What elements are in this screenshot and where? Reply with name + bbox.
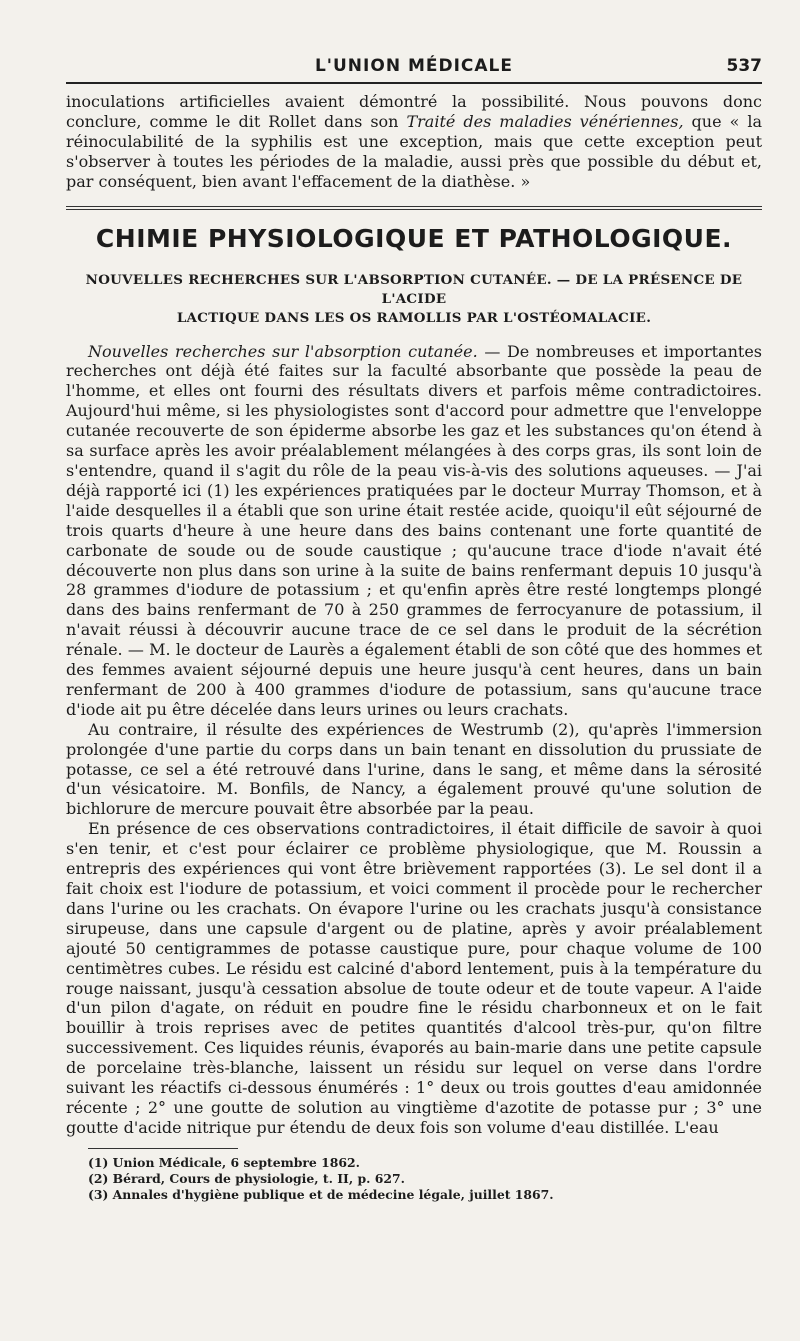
section-rule: [66, 206, 762, 207]
paragraph-3: En présence de ces observations contradictoires, il était difficile de savoir à quoi s'en tenir, et c'est pour éclairer ce problème physiologique, que M. Roussin a entrepris des expériences qui vont être brièvement rapportées (3). Le sel dont il a fait choix est l'iodure de potassium, et voici comment il procède pour le rechercher dans l'urine ou les crachats. On évapore l'urine ou les crachats jusqu'à consistance sirupeuse, dans une capsule d'argent ou de platine, après y avoir préalablement ajouté 50 centigrammes de potasse caustique pure, pour chaque volume de 100 centimètres cubes. Le résidu est calciné d'abord lentement, puis à la température du rouge naissant, jusqu'à cessation absolue de toute odeur et de toute vapeur. A l'aide d'un pilon d'agate, on réduit en poudre fine le résidu charbonneux et on le fait bouillir à trois reprises avec de petites quantités d'alcool très-pur, qu'on filtre successivement. Ces liquides réunis, évaporés au bain-marie dans une petite capsule de porcelaine très-blanche, laissent un résidu sur lequel on verse dans l'ordre suivant les réactifs ci-dessous énumérés : 1° deux ou trois gouttes d'eau amidonnée récente ; 2° une goutte de solution au vingtième d'azotite de potasse pur ; 3° une goutte d'acide nitrique pur étendu de deux fois son volume d'eau distillée. L'eau: [66, 819, 762, 1137]
section-rule: [66, 209, 762, 210]
intro-text-end: que « la réinoculabilité de la syphilis est une exception, mais que cette exception peut s'observer à toutes les périodes de la maladie, aussi près que possible du début et, par conséquent, bien avant l'effacement de la diathèse. »: [66, 111, 763, 191]
paragraph-1-lead: Nouvelles recherches sur l'absorption cutanée.: [88, 341, 478, 361]
paragraph-1: [66, 342, 762, 720]
footnote: (3) Annales d'hygiène publique et de médecine légale, juillet 1867.: [88, 1186, 554, 1202]
paragraph-2: Au contraire, il résulte des expériences de Westrumb (2), qu'après l'immersion prolongée d'une partie du corps dans un bain tenant en dissolution du prussiate de potasse, ce sel a été retrouvé dans l'urine, dans le sang, et même dans la sérosité d'un vésicatoire. M. Bonfils, de Nancy, a également prouvé qu'une solution de bichlorure de mercure pouvait être absorbée par la peau.: [66, 719, 762, 819]
page-header: [66, 48, 762, 82]
running-title: L'UNION MÉDICALE: [314, 56, 514, 76]
intro-italic-title: Traité des maladies vénériennes,: [406, 111, 684, 131]
footnote: (2) Bérard, Cours de physiologie, t. II, p. 627.: [88, 1170, 405, 1186]
header-rule: [66, 82, 762, 84]
footnote: (1) Union Médicale, 6 septembre 1862.: [88, 1154, 360, 1170]
section-title: CHIMIE PHYSIOLOGIQUE ET PATHOLOGIQUE.: [95, 223, 733, 253]
footnote-rule: [88, 1148, 238, 1149]
paragraph-1-text: — De nombreuses et importantes recherches ont déjà été faites sur la faculté absorbante que possède la peau de l'homme, et elles ont fourni des résultats divers et parfois même contradictoires. Aujourd'hui même, si les physiologistes sont d'accord pour admettre que l'enveloppe cutanée recouverte de son épiderme absorbe les gaz et les substances qu'on étend à sa surface après les avoir préalablement mélangées à des corps gras, ils sont loin de s'entendre, quand il s'agit du rôle de la peau vis-à-vis des solutions aqueuses. — J'ai déjà rapporté ici (1) les expériences pratiquées par le docteur Murray Thomson, et à l'aide desquelles il a établi que son urine était restée acide, quoiqu'il eût séjourné de trois quarts d'heure à une heure dans des bains contenant une forte quantité de carbonate de soude ou de soude caustique ; qu'aucune trace d'iode n'avait été découverte non plus dans son urine à la suite de bains renfermant depuis 10 jusqu'à 28 grammes d'iodure de potassium ; et qu'enfin après être resté longtemps plongé dans des bains renfermant de 70 à 250 grammes de ferrocyanure de potassium, il n'avait réussi à découvrir aucune trace de ce sel dans le produit de la sécrétion rénale. — M. le docteur de Laurès a également établi de son côté que des hommes et des femmes avaient séjourné depuis une heure jusqu'à cent heures, dans un bain renfermant de 200 à 400 grammes d'iodure de potassium, sans qu'aucune trace d'iode ait pu être décelée dans leurs urines ou leurs crachats.: [66, 341, 763, 719]
subheading-line: NOUVELLES RECHERCHES SUR L'ABSORPTION CUTANÉE. — DE LA PRÉSENCE DE L'ACIDE: [85, 271, 743, 307]
intro-paragraph: [66, 92, 762, 192]
subheading: [66, 271, 762, 328]
intro-text: inoculations artificielles avaient démontré la possibilité. Nous pouvons donc conclure, comme le dit Rollet dans son: [66, 92, 762, 131]
page-number: 537: [726, 56, 762, 76]
subheading-line: LACTIQUE DANS LES OS RAMOLLIS PAR L'OSTÉOMALACIE.: [176, 309, 652, 326]
